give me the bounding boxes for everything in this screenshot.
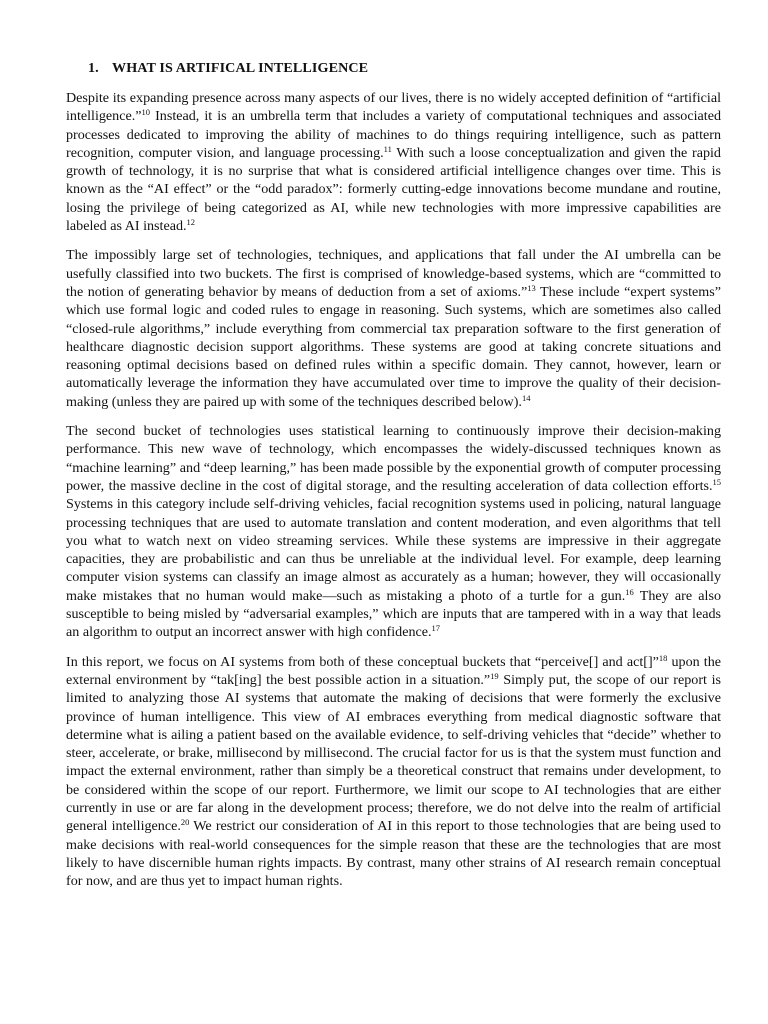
footnote-ref: 20 bbox=[180, 817, 190, 828]
paragraph-text: In this report, we focus on AI systems from both of these conceptual buckets that “perceive[] and act[]” bbox=[66, 653, 659, 670]
paragraph bbox=[66, 89, 721, 235]
paragraph bbox=[66, 246, 721, 411]
paragraph-text: upon the external environment by “tak[ing] the best possible action in a situation.” bbox=[66, 653, 722, 688]
paragraph-text: Instead, it is an umbrella term that includes a variety of computational techniques and associated processes dedicated to improving the ability of machines to do things requiring intelligence, such as pattern recognition, computer vision, and language processing. bbox=[66, 108, 721, 161]
footnote-ref: 19 bbox=[490, 670, 499, 681]
footnote-ref: 17 bbox=[431, 623, 441, 634]
body-text bbox=[66, 89, 721, 890]
footnote-ref: 15 bbox=[712, 476, 721, 487]
document-page bbox=[66, 58, 721, 901]
footnote-ref: 12 bbox=[186, 217, 196, 228]
paragraph-text: Simply put, the scope of our report is limited to analyzing those AI systems that automate the making of decisions that were formerly the exclusive province of human intelligence. This view of AI embraces everything from medical diagnostic software that determine what is ailing a patient based on the available evidence, to self-driving vehicles that “decide” whether to steer, accelerate, or brake, millisecond by millisecond. The crucial factor for us is that the system must function and impact the external environment, rather than simply be a theoretical construct that remains under development, to be considered within the scope of our report. Furthermore, we limit our scope to AI technologies that are either currently in use or are far along in the development process; therefore, we do not delve into the realm of artificial general intelligence. bbox=[66, 671, 721, 835]
footnote-ref: 18 bbox=[658, 652, 668, 663]
paragraph bbox=[66, 422, 721, 642]
section-title: WHAT IS ARTIFICAL INTELLIGENCE bbox=[112, 60, 369, 76]
footnote-ref: 16 bbox=[625, 586, 634, 597]
footnote-ref: 13 bbox=[527, 282, 536, 293]
paragraph-text: The second bucket of technologies uses statistical learning to continuously improve their decision-making performance. This new wave of technology, which encompasses the widely-discussed techniques known as “machine learning” and “deep learning,” has been made possible by the exponential growth of computer processing power, the massive decline in the cost of digital storage, and the resulting acceleration of data collection efforts. bbox=[66, 423, 721, 494]
paragraph-text: Despite its expanding presence across many aspects of our lives, there is no widely accepted definition of “artificial intelligence.” bbox=[66, 90, 721, 125]
footnote-ref: 10 bbox=[141, 107, 151, 118]
footnote-ref: 11 bbox=[383, 143, 392, 154]
paragraph-text: They are also susceptible to being misled by “adversarial examples,” which are inputs that are tampered with in a way that leads an algorithm to output an incorrect answer with high confidence. bbox=[66, 587, 721, 641]
paragraph-text: With such a loose conceptualization and given the rapid growth of technology, it is no surprise that what is considered artificial intelligence changes over time. This is known as the “AI effect” or the “odd paradox”: formerly cutting-edge innovations become mundane and routine, losing the privilege of being categorized as AI, while new technologies with more impressive capabilities are labeled as AI instead. bbox=[66, 144, 721, 235]
paragraph-text: Systems in this category include self-driving vehicles, facial recognition systems used in policing, natural language processing techniques that are used to automate translation and content moderation, and even algorithms that tell you what to watch next on video streaming services. While these systems are impressive in their aggregate capacities, they are probabilistic and can thus be unreliable at the individual level. For example, deep learning computer vision systems can classify an image almost as accurately as a human; however, they will occasionally make mistakes that no human would make—such as mistaking a photo of a turtle for a gun. bbox=[66, 496, 721, 604]
paragraph-text: We restrict our consideration of AI in this report to those technologies that are being used to make decisions with real-world consequences for the simple reason that these are the technologies that are most likely to have discernible human rights impacts. By contrast, many other strains of AI research remain conceptual for now, and are thus yet to impact human rights. bbox=[66, 818, 721, 890]
section-number: 1. bbox=[88, 60, 99, 76]
paragraph bbox=[66, 653, 721, 891]
footnote-ref: 14 bbox=[521, 392, 531, 403]
paragraph-text: These include “expert systems” which use formal logic and coded rules to engage in reasoning. Such systems, which are sometimes also called “closed-rule algorithms,” include everything from commercial tax preparation software to the first generation of healthcare diagnostic decision support algorithms. These systems are good at taking concrete situations and reasoning optimal decisions based on defined rules within a specific domain. They cannot, however, learn or automatically leverage the information they have accumulated over time to improve the quality of their decision-making (unless they are paired up with some of the techniques described below). bbox=[66, 283, 721, 410]
paragraph-text: The impossibly large set of technologies, techniques, and applications that fall under the AI umbrella can be usefully classified into two buckets. The first is comprised of knowledge-based systems, which are “committed to the notion of generating behavior by means of deduction from a set of axioms.” bbox=[66, 247, 721, 300]
section-heading bbox=[66, 58, 721, 78]
